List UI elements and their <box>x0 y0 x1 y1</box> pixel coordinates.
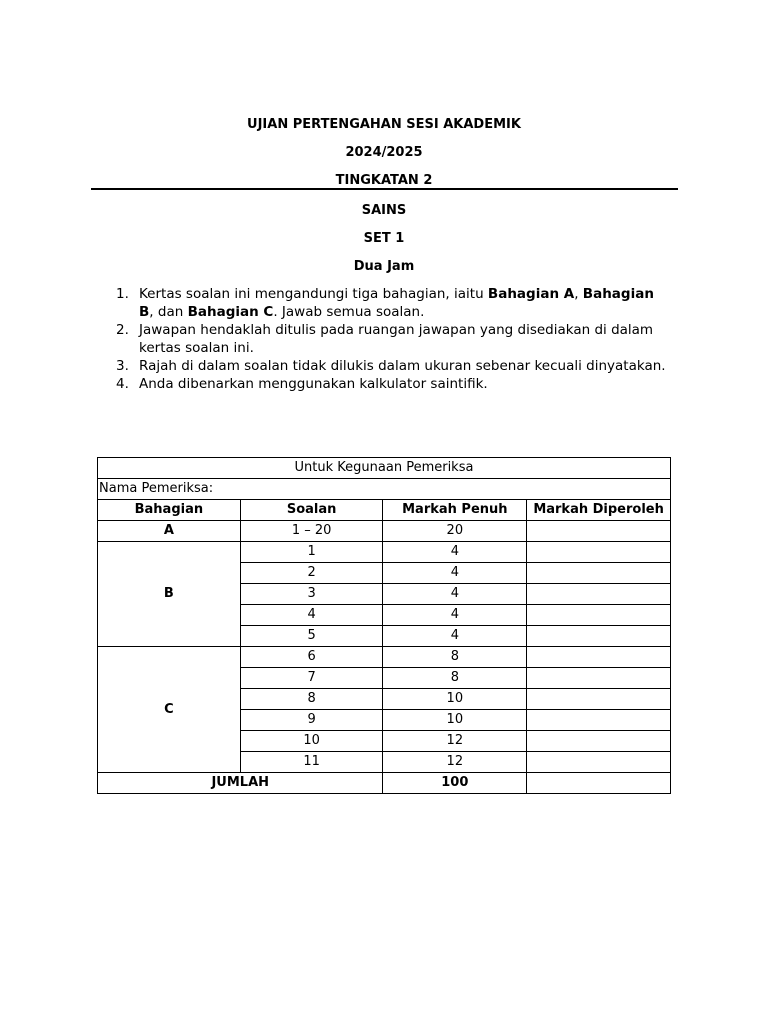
full-marks: 8 <box>383 647 527 668</box>
obtained-marks-cell[interactable] <box>527 689 671 710</box>
examiner-name-label: Nama Pemeriksa: <box>98 479 671 500</box>
question-number: 9 <box>240 710 383 731</box>
header-divider <box>91 188 678 190</box>
table-caption-row <box>98 458 671 479</box>
instruction-item <box>112 321 672 357</box>
instruction-text: , dan <box>149 304 188 320</box>
full-marks: 8 <box>383 668 527 689</box>
instruction-number: 2. <box>116 322 129 338</box>
instruction-text: Rajah di dalam soalan tidak dilukis dalam ukuran sebenar kecuali dinyatakan. <box>139 358 666 374</box>
full-marks: 4 <box>383 605 527 626</box>
academic-year: 2024/2025 <box>345 145 423 160</box>
instruction-text: Jawapan hendaklah ditulis pada ruangan jawapan yang disediakan di dalam kertas soalan ini. <box>139 322 654 356</box>
full-marks: 4 <box>383 584 527 605</box>
examiner-name-row <box>98 479 671 500</box>
instruction-text: Anda dibenarkan menggunakan kalkulator saintifik. <box>139 376 488 392</box>
full-marks: 4 <box>383 542 527 563</box>
obtained-marks-cell[interactable] <box>527 605 671 626</box>
instruction-emphasis: Bahagian A <box>487 286 575 302</box>
question-number: 4 <box>240 605 383 626</box>
section-c-label: C <box>98 647 241 773</box>
full-marks: 10 <box>383 689 527 710</box>
total-row <box>98 773 671 794</box>
instruction-text: , <box>574 286 583 302</box>
question-number: 5 <box>240 626 383 647</box>
table-row <box>98 521 671 542</box>
form-level: TINGKATAN 2 <box>335 173 433 188</box>
obtained-marks-cell[interactable] <box>527 710 671 731</box>
examiner-marks-table <box>97 457 671 794</box>
obtained-marks-cell[interactable] <box>527 647 671 668</box>
full-marks: 10 <box>383 710 527 731</box>
instruction-number: 3. <box>116 358 129 374</box>
header-soalan: Soalan <box>240 500 383 521</box>
duration-label: Dua Jam <box>353 259 415 274</box>
instruction-emphasis: Bahagian B <box>139 286 654 320</box>
obtained-marks-cell[interactable] <box>527 584 671 605</box>
total-obtained-cell[interactable] <box>527 773 671 794</box>
header-bahagian: Bahagian <box>98 500 241 521</box>
full-marks: 12 <box>383 752 527 773</box>
full-marks: 20 <box>383 521 527 542</box>
obtained-marks-cell[interactable] <box>527 563 671 584</box>
question-number: 1 <box>240 542 383 563</box>
instruction-emphasis: Bahagian C <box>187 304 274 320</box>
set-label: SET 1 <box>363 231 405 246</box>
full-marks: 12 <box>383 731 527 752</box>
obtained-marks-cell[interactable] <box>527 542 671 563</box>
full-marks: 4 <box>383 626 527 647</box>
instruction-item <box>112 375 672 393</box>
obtained-marks-cell[interactable] <box>527 668 671 689</box>
question-number: 2 <box>240 563 383 584</box>
obtained-marks-cell[interactable] <box>527 521 671 542</box>
question-number: 7 <box>240 668 383 689</box>
table-caption: Untuk Kegunaan Pemeriksa <box>98 458 671 479</box>
obtained-marks-cell[interactable] <box>527 752 671 773</box>
header-markah-diperoleh: Markah Diperoleh <box>527 500 671 521</box>
instruction-text: . Jawab semua soalan. <box>273 304 425 320</box>
question-number: 1 – 20 <box>240 521 383 542</box>
question-number: 10 <box>240 731 383 752</box>
question-number: 8 <box>240 689 383 710</box>
full-marks: 4 <box>383 563 527 584</box>
question-number: 3 <box>240 584 383 605</box>
instruction-item <box>112 285 672 321</box>
table-row <box>98 647 671 668</box>
obtained-marks-cell[interactable] <box>527 731 671 752</box>
instruction-number: 1. <box>116 286 129 302</box>
total-label: JUMLAH <box>98 773 383 794</box>
total-full-marks: 100 <box>383 773 527 794</box>
question-number: 6 <box>240 647 383 668</box>
header-markah-penuh: Markah Penuh <box>383 500 527 521</box>
instructions-list <box>112 285 672 393</box>
obtained-marks-cell[interactable] <box>527 626 671 647</box>
subject-name: SAINS <box>361 203 407 218</box>
instruction-item <box>112 357 672 375</box>
table-row <box>98 542 671 563</box>
instruction-text: Kertas soalan ini mengandungi tiga bahagian, iaitu <box>139 286 488 302</box>
question-number: 11 <box>240 752 383 773</box>
instruction-number: 4. <box>116 376 129 392</box>
exam-title: UJIAN PERTENGAHAN SESI AKADEMIK <box>247 117 521 132</box>
section-b-label: B <box>98 542 241 647</box>
section-a-label: A <box>98 521 241 542</box>
table-header-row <box>98 500 671 521</box>
